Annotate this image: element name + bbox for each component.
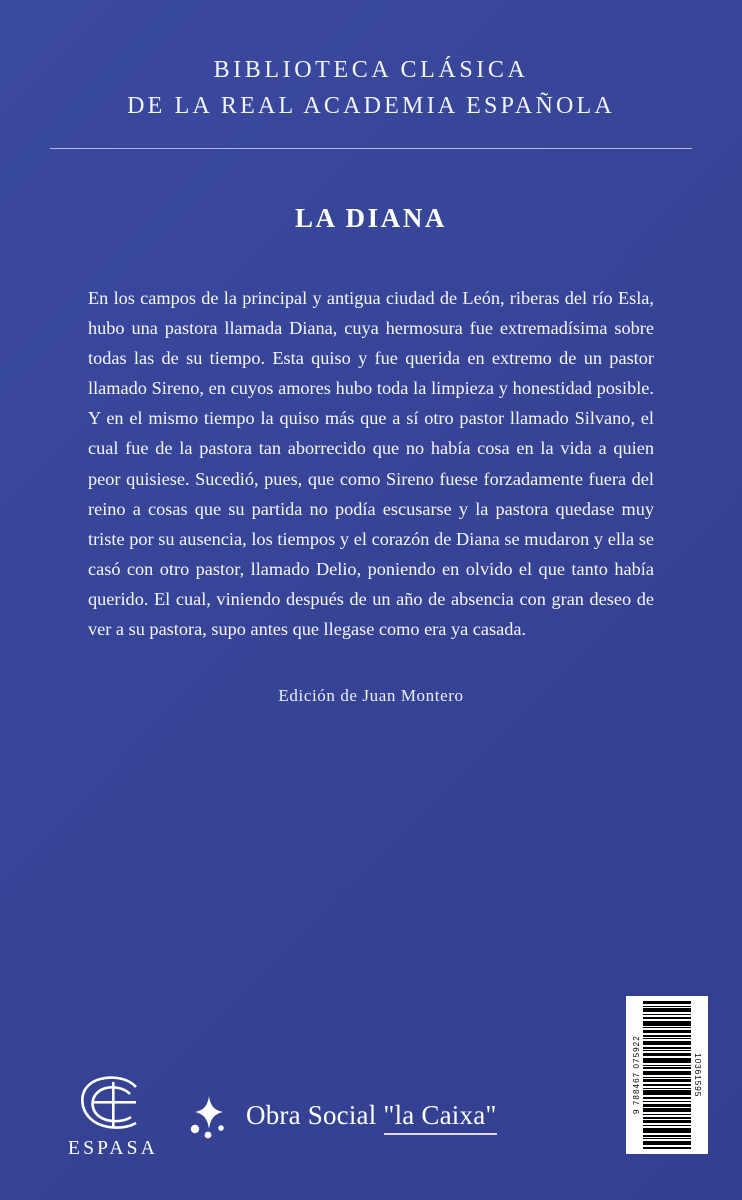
blurb-text: En los campos de la principal y antigua ciudad de León, riberas del río Esla, hubo una pastora llamada Diana, cuya hermosura fue extremadísima sobre todas las de su tiempo. Esta quiso y fue querida en extremo de un pastor llamado Sireno, en cuyos amores hubo toda la limpieza y honestidad posible. Y en el mismo tiempo la quiso más que a sí otro pastor llamado Silvano, el cual fue de la pastora tan aborrecido que no había cosa en la vida a quien peor quisiese. Sucedió, pues, que como Sireno fuese forzadamente fuera del reino a cosas que su partida no podía escusarse y la pastora quedase muy triste por su ausencia, los tiempos y el corazón de Diana se mudaron y ella se casó con otro pastor, llamado Delio, poniendo en olvido el que tanto había querido. El cual, viniendo después de un año de absencia con gran deseo de ver a su pastora, supo antes que llegase como era ya casada. [88,288,654,640]
barcode-isbn-digits: 9 788467 075922 [632,1035,641,1115]
espasa-e-logo-icon [60,1074,166,1136]
editor-credit: Edición de Juan Montero [278,686,464,705]
publisher-logo [60,1074,166,1160]
sponsor-underline [384,1133,497,1135]
barcode-icon [626,996,708,1154]
barcode-side-code: 10361595 [693,1052,703,1098]
sponsor-name [246,1100,497,1135]
sponsor-name-text: Obra Social "la Caixa" [246,1099,497,1130]
page-title: LA DIANA [294,203,448,233]
series-header [0,52,742,125]
barcode-bars [643,1001,691,1149]
series-line-1: BIBLIOTECA CLÁSICA [213,57,529,83]
publisher-name: ESPASA [67,1138,159,1159]
sponsor-logo [186,1094,497,1140]
divider-rule [50,148,692,149]
series-line-2: DE LA REAL ACADEMIA ESPAÑOLA [127,93,615,120]
caixa-star-logo-icon [186,1094,232,1140]
